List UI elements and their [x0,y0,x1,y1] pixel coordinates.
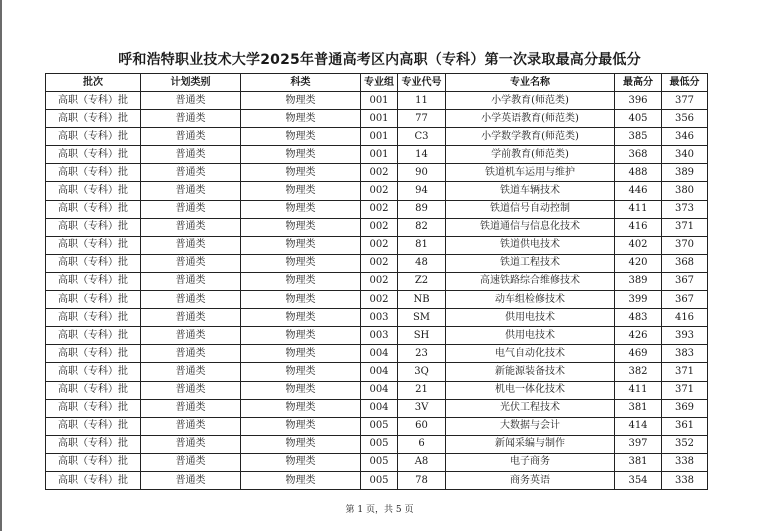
cell-major-code: 23 [398,345,446,363]
cell-lowest-score: 380 [662,182,708,200]
cell-batch: 高职（专科）批 [46,218,141,236]
cell-plan-type: 普通类 [141,218,241,236]
table-row [46,164,708,182]
cell-highest-score: 396 [615,92,662,110]
cell-plan-type: 普通类 [141,164,241,182]
cell-major-code: 90 [398,164,446,182]
cell-highest-score: 411 [615,200,662,218]
cell-subject-category: 物理类 [241,435,361,453]
cell-major-group: 002 [361,236,398,254]
cell-plan-type: 普通类 [141,254,241,272]
cell-batch: 高职（专科）批 [46,435,141,453]
cell-major-name: 小学数学教育(师范类) [446,128,615,146]
cell-major-group: 005 [361,453,398,471]
cell-batch: 高职（专科）批 [46,345,141,363]
cell-major-group: 001 [361,92,398,110]
cell-major-code: 94 [398,182,446,200]
cell-major-code: Z2 [398,272,446,290]
cell-major-code: 48 [398,254,446,272]
cell-major-name: 电气自动化技术 [446,345,615,363]
cell-major-group: 002 [361,182,398,200]
table-row [46,92,708,110]
cell-major-name: 电子商务 [446,453,615,471]
cell-lowest-score: 370 [662,236,708,254]
cell-batch: 高职（专科）批 [46,453,141,471]
cell-major-code: 11 [398,92,446,110]
header-major-code: 专业代号 [398,74,446,92]
cell-highest-score: 381 [615,399,662,417]
cell-plan-type: 普通类 [141,272,241,290]
cell-subject-category: 物理类 [241,236,361,254]
header-plan-type: 计划类别 [141,74,241,92]
cell-major-name: 供用电技术 [446,327,615,345]
table-body [46,92,708,490]
cell-plan-type: 普通类 [141,471,241,489]
cell-plan-type: 普通类 [141,399,241,417]
cell-highest-score: 426 [615,327,662,345]
cell-highest-score: 389 [615,272,662,290]
table-row [46,435,708,453]
cell-plan-type: 普通类 [141,363,241,381]
cell-subject-category: 物理类 [241,200,361,218]
cell-lowest-score: 367 [662,291,708,309]
cell-batch: 高职（专科）批 [46,272,141,290]
cell-highest-score: 414 [615,417,662,435]
table-row [46,363,708,381]
cell-major-name: 铁道信号自动控制 [446,200,615,218]
header-major-name: 专业名称 [446,74,615,92]
cell-lowest-score: 338 [662,471,708,489]
cell-major-group: 002 [361,164,398,182]
cell-major-code: SH [398,327,446,345]
cell-plan-type: 普通类 [141,182,241,200]
cell-major-name: 铁道机车运用与维护 [446,164,615,182]
cell-subject-category: 物理类 [241,345,361,363]
table-row [46,254,708,272]
cell-highest-score: 399 [615,291,662,309]
cell-subject-category: 物理类 [241,453,361,471]
cell-lowest-score: 373 [662,200,708,218]
cell-highest-score: 416 [615,218,662,236]
cell-subject-category: 物理类 [241,164,361,182]
cell-batch: 高职（专科）批 [46,399,141,417]
cell-major-name: 小学教育(师范类) [446,92,615,110]
cell-major-group: 003 [361,327,398,345]
cell-major-group: 004 [361,381,398,399]
cell-highest-score: 368 [615,146,662,164]
cell-major-code: 77 [398,110,446,128]
cell-highest-score: 411 [615,381,662,399]
cell-batch: 高职（专科）批 [46,164,141,182]
cell-major-code: 89 [398,200,446,218]
cell-subject-category: 物理类 [241,128,361,146]
cell-plan-type: 普通类 [141,110,241,128]
cell-subject-category: 物理类 [241,110,361,128]
cell-subject-category: 物理类 [241,471,361,489]
document-title: 呼和浩特职业技术大学2025年普通高考区内高职（专科）第一次录取最高分最低分 [118,52,641,68]
table-row [46,399,708,417]
table-row [46,345,708,363]
cell-lowest-score: 361 [662,417,708,435]
cell-subject-category: 物理类 [241,363,361,381]
cell-major-code: 14 [398,146,446,164]
cell-lowest-score: 371 [662,218,708,236]
cell-major-name: 动车组检修技术 [446,291,615,309]
cell-batch: 高职（专科）批 [46,327,141,345]
cell-major-name: 大数据与会计 [446,417,615,435]
cell-major-code: 78 [398,471,446,489]
cell-major-group: 001 [361,110,398,128]
cell-plan-type: 普通类 [141,309,241,327]
cell-major-name: 铁道通信与信息化技术 [446,218,615,236]
cell-major-group: 005 [361,417,398,435]
table-row [46,218,708,236]
cell-major-code: C3 [398,128,446,146]
cell-major-name: 铁道工程技术 [446,254,615,272]
cell-subject-category: 物理类 [241,291,361,309]
cell-lowest-score: 367 [662,272,708,290]
header-major-group: 专业组 [361,74,398,92]
cell-major-name: 供用电技术 [446,309,615,327]
cell-batch: 高职（专科）批 [46,254,141,272]
cell-subject-category: 物理类 [241,272,361,290]
cell-batch: 高职（专科）批 [46,363,141,381]
cell-major-name: 学前教育(师范类) [446,146,615,164]
cell-subject-category: 物理类 [241,309,361,327]
cell-batch: 高职（专科）批 [46,182,141,200]
cell-lowest-score: 369 [662,399,708,417]
table-header-row [46,74,708,92]
cell-subject-category: 物理类 [241,399,361,417]
cell-lowest-score: 389 [662,164,708,182]
cell-plan-type: 普通类 [141,291,241,309]
cell-highest-score: 469 [615,345,662,363]
cell-subject-category: 物理类 [241,417,361,435]
cell-batch: 高职（专科）批 [46,128,141,146]
cell-lowest-score: 338 [662,453,708,471]
cell-batch: 高职（专科）批 [46,236,141,254]
admission-score-table [45,73,708,490]
cell-highest-score: 446 [615,182,662,200]
cell-major-code: 82 [398,218,446,236]
table-row [46,309,708,327]
cell-major-code: NB [398,291,446,309]
cell-highest-score: 488 [615,164,662,182]
cell-major-name: 商务英语 [446,471,615,489]
cell-subject-category: 物理类 [241,327,361,345]
cell-highest-score: 381 [615,453,662,471]
cell-lowest-score: 340 [662,146,708,164]
cell-plan-type: 普通类 [141,327,241,345]
cell-highest-score: 397 [615,435,662,453]
cell-major-group: 001 [361,128,398,146]
cell-highest-score: 405 [615,110,662,128]
cell-lowest-score: 346 [662,128,708,146]
cell-major-name: 铁道车辆技术 [446,182,615,200]
cell-major-group: 005 [361,435,398,453]
table-row [46,272,708,290]
cell-subject-category: 物理类 [241,381,361,399]
cell-subject-category: 物理类 [241,218,361,236]
cell-major-group: 001 [361,146,398,164]
cell-major-code: 3V [398,399,446,417]
header-lowest-score: 最低分 [662,74,708,92]
cell-major-code: 21 [398,381,446,399]
cell-major-group: 002 [361,291,398,309]
cell-major-group: 002 [361,200,398,218]
cell-major-name: 新闻采编与制作 [446,435,615,453]
cell-lowest-score: 352 [662,435,708,453]
page-footer: 第 1 页，共 5 页 [345,505,414,515]
cell-batch: 高职（专科）批 [46,200,141,218]
cell-major-name: 光伏工程技术 [446,399,615,417]
cell-lowest-score: 368 [662,254,708,272]
cell-plan-type: 普通类 [141,128,241,146]
cell-lowest-score: 356 [662,110,708,128]
cell-plan-type: 普通类 [141,435,241,453]
cell-subject-category: 物理类 [241,182,361,200]
cell-major-group: 002 [361,254,398,272]
cell-highest-score: 483 [615,309,662,327]
cell-major-group: 004 [361,363,398,381]
cell-major-group: 004 [361,399,398,417]
table-row [46,110,708,128]
cell-major-code: SM [398,309,446,327]
cell-lowest-score: 377 [662,92,708,110]
cell-batch: 高职（专科）批 [46,110,141,128]
cell-major-group: 002 [361,272,398,290]
cell-batch: 高职（专科）批 [46,146,141,164]
cell-plan-type: 普通类 [141,417,241,435]
cell-batch: 高职（专科）批 [46,309,141,327]
table-row [46,417,708,435]
header-batch: 批次 [46,74,141,92]
cell-lowest-score: 393 [662,327,708,345]
cell-major-name: 铁道供电技术 [446,236,615,254]
table-row [46,327,708,345]
cell-lowest-score: 371 [662,381,708,399]
cell-subject-category: 物理类 [241,146,361,164]
cell-batch: 高职（专科）批 [46,471,141,489]
cell-plan-type: 普通类 [141,236,241,254]
cell-highest-score: 420 [615,254,662,272]
cell-highest-score: 382 [615,363,662,381]
cell-highest-score: 402 [615,236,662,254]
table-row [46,381,708,399]
page-left-edge [0,0,2,531]
cell-lowest-score: 416 [662,309,708,327]
cell-plan-type: 普通类 [141,92,241,110]
table-row [46,471,708,489]
cell-highest-score: 354 [615,471,662,489]
cell-lowest-score: 371 [662,363,708,381]
cell-major-code: 6 [398,435,446,453]
table-row [46,291,708,309]
cell-batch: 高职（专科）批 [46,92,141,110]
cell-major-name: 新能源装备技术 [446,363,615,381]
cell-major-code: 81 [398,236,446,254]
table-row [46,200,708,218]
cell-major-group: 003 [361,309,398,327]
cell-plan-type: 普通类 [141,146,241,164]
cell-batch: 高职（专科）批 [46,291,141,309]
cell-plan-type: 普通类 [141,200,241,218]
table-row [46,146,708,164]
cell-major-code: 3Q [398,363,446,381]
table-row [46,453,708,471]
cell-plan-type: 普通类 [141,381,241,399]
cell-major-code: 60 [398,417,446,435]
cell-lowest-score: 383 [662,345,708,363]
cell-subject-category: 物理类 [241,92,361,110]
cell-major-group: 002 [361,218,398,236]
cell-major-name: 机电一体化技术 [446,381,615,399]
cell-plan-type: 普通类 [141,345,241,363]
table-row [46,182,708,200]
cell-major-code: A8 [398,453,446,471]
table-row [46,128,708,146]
header-subject-category: 科类 [241,74,361,92]
cell-major-name: 高速铁路综合维修技术 [446,272,615,290]
cell-major-name: 小学英语教育(师范类) [446,110,615,128]
cell-batch: 高职（专科）批 [46,381,141,399]
cell-batch: 高职（专科）批 [46,417,141,435]
cell-plan-type: 普通类 [141,453,241,471]
table-row [46,236,708,254]
header-highest-score: 最高分 [615,74,662,92]
cell-subject-category: 物理类 [241,254,361,272]
cell-highest-score: 385 [615,128,662,146]
cell-major-group: 005 [361,471,398,489]
cell-major-group: 004 [361,345,398,363]
